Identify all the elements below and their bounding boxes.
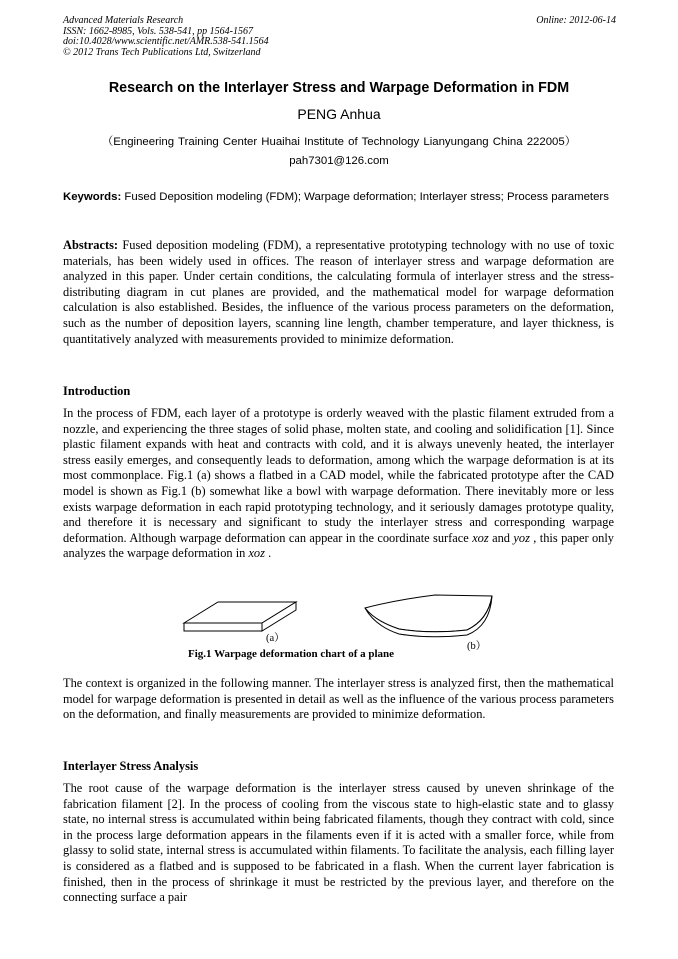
warped-plate-drawing — [365, 595, 492, 637]
introduction-text: In the process of FDM, each layer of a prototype is orderly weaved with the plastic filament extruded from a nozzle, and experiencing the three stages of solid phase, molten state, and cooling and solidification [1]. Since plastic filament expands with heat and contracts with cold, and it is always unevenly heated, the interlayer stress easily emerges, and consequently leads to deformation, among which the warpage deformation is at its most commonplace. Fig.1 (a) shows a flatbed in a CAD model, while the fabricated prototype after the CAD model is shown as Fig.1 (b) somewhat like a bowl with warpage deformation. There inevitably more or less exists warpage deformation in each rapid prototyping technology, and it seriously damages prototype quality, and therefore it is necessary and significant to study the interlayer stress and corresponding warpage deformation. Although warpage deformation can appear in the coordinate surface — [63, 406, 614, 545]
introduction-text-2: , this paper only analyzes the warpage deformation in — [63, 530, 615, 561]
author-email[interactable]: pah7301@126.com — [289, 155, 389, 167]
context-paragraph: The context is organized in the following manner. The interlayer stress is analyzed first, then the mathematical model for warpage deformation is presented in detail as well as the influence of the various process parameters on the deformation, and finally measurements are provided to minimize deformation. — [63, 676, 614, 722]
figure-1-drawing — [170, 590, 510, 650]
stress-paragraph: The root cause of the warpage deformation is the interlayer stress caused by uneven shrinkage of the fabrication filament [2]. In the process of cooling from the viscous state to high-elastic state and to glassy state, no internal stress is accumulated within being fabricated filaments, though they contract with cold, since in the process large deformation appears in the filaments even if it is acted with a smaller force, while from glassy to solid state, internal stress is accumulated within filaments. To facilitate the analysis, each filling layer is considered as a flatbed and is supposed to be fabricated in a flash. When the current layer fabrication is finished, then in the process of shrinkage it must be restricted by the previous layer, and therefore on the connecting surface a pair — [63, 781, 614, 905]
stress-heading: Interlayer Stress Analysis — [63, 759, 199, 773]
figure-1 — [170, 590, 510, 670]
issn-line: ISSN: 1662-8985, Vols. 538-541, pp 1564-1567 — [63, 25, 253, 37]
var-xoz: xoz — [472, 530, 489, 545]
figure-label-a: (a） — [266, 633, 285, 644]
keywords-label: Keywords: — [63, 191, 122, 203]
introduction-body — [63, 406, 614, 562]
doi-link[interactable]: doi:10.4028/www.scientific.net/AMR.538-541.1564 — [63, 36, 269, 47]
online-date: Online: 2012-06-14 — [536, 15, 616, 26]
abstract-text: Fused deposition modeling (FDM), a representative prototyping technology with no use of toxic materials, has been widely used in offices. The reason of interlayer stress and warpage deformation are analyzed in this paper. Under certain conditions, the calculating formula of interlayer stress and the stress-distributing diagram in cut planes are provided, and the mathematical model for warpage deformation calculation is also established. Besides, the influence of the various process parameters on the deformation, such as the number of deposition layers, scanning line length, chamber temperature, and layer thickness, is quantitatively analyzed with measurements provided to minimize deformation. — [63, 238, 614, 346]
figure-label-b: (b） — [467, 641, 487, 652]
journal-header — [63, 16, 616, 58]
introduction-and: and — [488, 530, 514, 545]
author-affiliation: （Engineering Training Center Huaihai Institute of Technology Lianyungang China 222005） — [101, 136, 577, 148]
journal-name: Advanced Materials Research — [63, 15, 184, 26]
author-name: PENG Anhua — [297, 106, 381, 122]
abstract — [63, 238, 614, 347]
keywords-text: Fused Deposition modeling (FDM); Warpage deformation; Interlayer stress; Process parameters — [121, 191, 609, 203]
var-yoz: yoz — [513, 530, 530, 545]
introduction-heading: Introduction — [63, 384, 131, 398]
introduction-end: . — [264, 546, 272, 561]
abstract-label: Abstracts: — [63, 238, 119, 252]
paper-title: Research on the Interlayer Stress and Warpage Deformation in FDM — [108, 80, 570, 96]
copyright-line: © 2012 Trans Tech Publications Ltd, Switzerland — [63, 46, 261, 58]
var-xoz-2: xoz — [248, 546, 265, 561]
keywords — [63, 190, 614, 204]
flat-plate-drawing — [184, 602, 296, 631]
figure-caption: Fig.1 Warpage deformation chart of a plane — [188, 648, 395, 660]
